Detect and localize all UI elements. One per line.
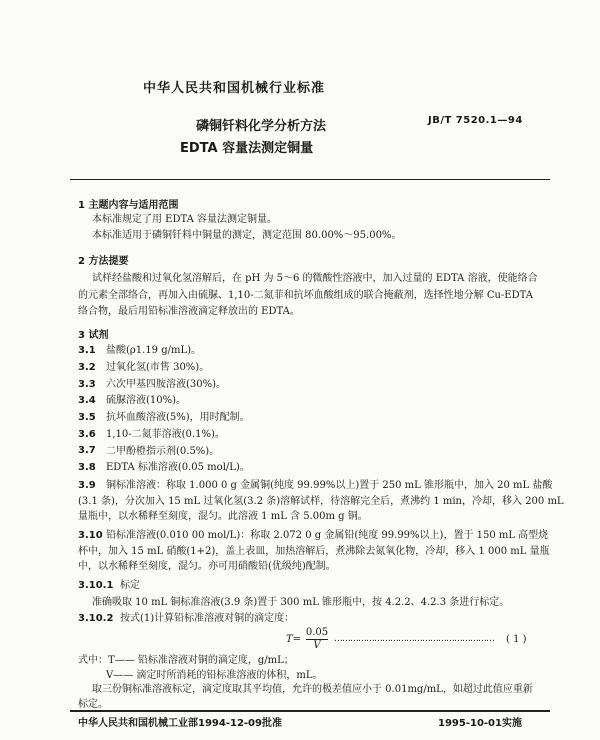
formula-lhs: T= [286, 633, 302, 645]
reagent-number: 3.2 [78, 362, 96, 373]
where-line-2: V—— 滴定时所消耗的铅标准溶液的体积，mL。 [106, 669, 323, 681]
clause-3-10-2-text: 按式(1)计算铅标准溶液对铜的滴定度： [120, 613, 295, 625]
reagent-number: 3.4 [78, 395, 96, 407]
clause-3-9-number: 3.9 [78, 479, 96, 491]
formula-denominator: V [313, 640, 321, 652]
clause-3-10-line: 中，以水稀释至刻度，混匀。亦可用硝酸铅(优级纯)配制。 [78, 561, 336, 573]
title-line-2: EDTA 容量法测定铜量 [180, 140, 314, 156]
section-2-heading: 2 方法提要 [78, 255, 129, 267]
section-3-heading: 3 试剂 [78, 329, 109, 341]
clause-3-10-line: 铅标准溶液(0.010 00 mol/L)：称取 2.072 0 g 金属铅(纯度 99.99%以上)，置于 150 mL 高型烧 [106, 529, 549, 541]
final-line-2: 标定。 [78, 698, 108, 710]
section-1-para-1: 本标准规定了用 EDTA 容量法测定铜量。 [92, 213, 278, 225]
reagent-text: 过氧化氢(市售 30%)。 [106, 362, 210, 374]
section-1-heading: 1 主题内容与适用范围 [78, 200, 179, 212]
clause-3-10-1-title: 标定 [120, 579, 140, 591]
reagent-number: 3.7 [78, 445, 96, 457]
reagent-text: 六次甲基四胺溶液(30%)。 [106, 378, 227, 390]
reagent-text: 盐酸(ρ1.19 g/mL)。 [106, 345, 202, 357]
reagent-number: 3.5 [78, 412, 96, 424]
equation-number: ( 1 ) [506, 633, 527, 645]
approval-note: 中华人民共和国机械工业部1994-12-09批准 [78, 718, 282, 730]
reagent-text: 1,10-二氮菲溶液(0.1%)。 [106, 428, 225, 440]
clause-3-9-line: 量瓶中，以水稀释至刻度，混匀。此溶液 1 mL 含 5.00m g 铜。 [78, 511, 368, 523]
issuing-organization: 中华人民共和国机械行业标准 [143, 81, 326, 97]
clause-3-9-line: 铜标准溶液：称取 1.000 0 g 金属铜(纯度 99.99%以上)置于 250 mL 锥形瓶中，加入 20 mL 盐酸 [106, 479, 553, 491]
clause-3-10-2-number: 3.10.2 [78, 613, 114, 625]
reagent-text: 硫脲溶液(10%)。 [106, 395, 187, 407]
header-rule [70, 179, 550, 180]
clause-3-10-1-body: 准确吸取 10 mL 铜标准溶液(3.9 条)置于 300 mL 锥形瓶中，按 4.2.2、4.2.3 条进行标定。 [92, 596, 510, 608]
reagent-text: 二甲酚橙指示剂(0.5%)。 [106, 445, 220, 457]
formula-leader-dots: …………………………………………………… [334, 633, 494, 644]
reagent-number: 3.8 [78, 462, 96, 474]
section-2-line: 络合物，最后用铅标准溶液滴定释放出的 EDTA。 [78, 306, 300, 318]
clause-3-10-line: 杯中，加入 15 mL 硝酸(1+2)，盖上表皿，加热溶解后，煮沸除去氮氧化物，冷却，移入 1 000 mL 量瓶 [78, 545, 550, 557]
section-1-para-2: 本标准适用于磷铜钎料中铜量的测定，测定范围 80.00%～95.00%。 [92, 229, 402, 241]
clause-3-10-number: 3.10 [78, 529, 103, 541]
implementation-date: 1995-10-01实施 [438, 718, 522, 730]
reagent-number: 3.6 [78, 428, 96, 440]
standard-code: JB/T 7520.1—94 [428, 114, 523, 126]
title-line-1: 磷铜钎料化学分析方法 [196, 118, 327, 134]
formula-numerator: 0.05 [305, 627, 329, 639]
section-2-line: 试样经盐酸和过氧化氢溶解后，在 pH 为 5～6 的微酸性溶液中，加入过量的 EDTA 溶液，使能络合 [92, 273, 538, 285]
reagent-number: 3.3 [78, 378, 96, 390]
clause-3-10-1-number: 3.10.1 [78, 579, 114, 591]
reagent-text: EDTA 标准溶液(0.05 mol/L)。 [106, 462, 250, 474]
reagent-number: 3.1 [78, 345, 96, 357]
clause-3-9-line: (3.1 条)，分次加入 15 mL 过氧化氢(3.2 条)溶解试样，待溶解完全后，煮沸约 1 min，冷却，移入 200 mL [78, 495, 564, 507]
final-line-1: 取三份铜标准溶液标定，滴定度取其平均值，允许的极差值应小于 0.01mg/mL，如超过此值应重新 [92, 683, 533, 695]
footer-rule [70, 710, 550, 712]
reagent-text: 抗坏血酸溶液(5%)，用时配制。 [106, 412, 250, 424]
section-2-line: 的元素全部络合，再加入由硫脲、1,10-二氮菲和抗坏血酸组成的联合掩蔽剂，选择性地分解 Cu-EDTA [78, 289, 533, 301]
where-line-1: 式中：T—— 铅标准溶液对铜的滴定度，g/mL； [78, 655, 294, 666]
